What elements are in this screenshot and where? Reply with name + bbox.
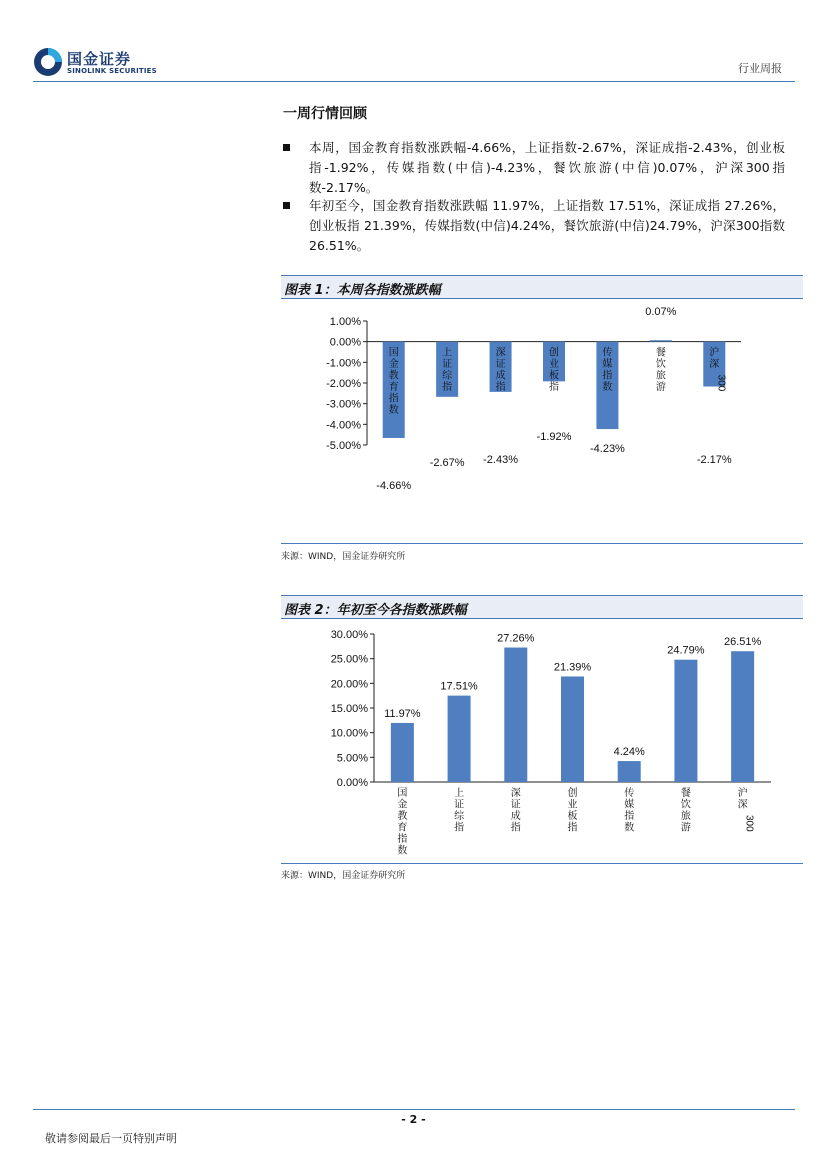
footer-rule [33, 1109, 795, 1110]
x-category-char: 沪 [737, 788, 748, 799]
x-category-char: 游 [655, 382, 666, 394]
x-category-label [738, 786, 755, 832]
logo-text-en: SINOLINK SECURITIES [67, 67, 157, 75]
x-category-char: 上 [442, 347, 453, 359]
x-category-char: 指 [388, 393, 399, 405]
bullet-square-icon [283, 144, 290, 151]
x-category-char: 数 [388, 405, 399, 417]
y-tick-label: 0.00% [329, 336, 361, 349]
figure1-title-bar [281, 275, 803, 299]
x-category-label [602, 346, 612, 394]
y-tick-label: -2.00% [326, 378, 361, 390]
bullet-square-icon [283, 202, 290, 209]
x-category-label [624, 786, 634, 834]
x-category-char: 上 [454, 788, 465, 799]
x-category-char: 传 [602, 347, 613, 359]
data-label: 27.26% [497, 632, 535, 645]
x-category-char: 指 [567, 822, 578, 834]
data-label: 17.51% [440, 680, 478, 693]
data-label: -4.23% [589, 443, 625, 455]
x-category-label [496, 347, 506, 394]
figure2-source: 来源：WIND，国金证券研究所 [281, 871, 406, 881]
x-category-char: 教 [388, 370, 399, 382]
bullet-text: 本周，国金教育指数涨跌幅-4.66%，上证指数-2.67%，深证成指-2.43%，创业板指-1.92%，传媒指数(中信)-4.23%，餐饮旅游(中信)0.07%，沪深300指数-2.17%。 [309, 140, 785, 195]
section-title: 一周行情回顾 [283, 106, 367, 122]
x-category-char: 饮 [655, 359, 666, 371]
logo-icon [33, 47, 63, 77]
x-category-char: 育 [388, 382, 399, 394]
bar [731, 651, 754, 782]
y-tick-label: 1.00% [329, 316, 361, 328]
x-category-char: 教 [397, 811, 408, 822]
x-category-char: 数 [397, 845, 408, 857]
x-category-char: 旅 [655, 370, 666, 382]
x-category-char: 板 [549, 370, 559, 382]
x-category-char: 沪 [709, 347, 720, 359]
x-category-char: 传 [624, 788, 635, 799]
bullet-weekly [283, 138, 785, 198]
page-number: - 2 - [401, 1113, 426, 1126]
y-tick-label: -1.00% [326, 357, 361, 370]
data-label: 0.07% [645, 306, 677, 318]
y-tick-label: 30.00% [330, 629, 368, 641]
figure2-title-bar [281, 595, 803, 619]
header-rule [33, 81, 795, 82]
x-category-char: 国 [397, 788, 408, 799]
x-category-char: 指 [549, 382, 559, 394]
x-category-char: 指 [495, 382, 506, 394]
x-category-char: 数 [602, 382, 613, 394]
y-tick-label: -3.00% [326, 398, 361, 411]
x-category-label [442, 346, 453, 394]
bar [618, 761, 641, 782]
data-label: -2.17% [696, 454, 732, 466]
x-category-char: 金 [388, 359, 399, 371]
x-category-char: 创 [567, 788, 578, 799]
x-category-char: 指 [510, 822, 521, 834]
x-category-label [681, 786, 691, 834]
x-category-label [549, 346, 559, 394]
x-category-char: 成 [510, 811, 521, 822]
x-category-char: 深 [737, 799, 748, 811]
bar [448, 696, 471, 782]
disclaimer-note: 敬请参阅最后一页特别声明 [45, 1132, 177, 1145]
x-category-label [389, 347, 399, 417]
x-category-char: 指 [442, 382, 453, 394]
x-category-label [454, 786, 465, 834]
figure1-title: 图表 1：本周各指数涨跌幅 [284, 283, 441, 298]
x-category-char: 成 [495, 370, 506, 382]
data-label: 4.24% [613, 746, 645, 759]
logo-text-cn: 国金证券 [67, 50, 132, 68]
data-label: 11.97% [384, 707, 421, 720]
figure1-source: 来源：WIND，国金证券研究所 [281, 552, 406, 562]
x-category-char: 餐 [680, 788, 691, 799]
x-category-char: 指 [454, 822, 465, 834]
y-tick-label: 15.00% [330, 703, 368, 715]
data-label: -1.92% [536, 431, 572, 443]
data-label: 21.39% [553, 661, 592, 674]
x-category-char: 深 [709, 359, 720, 371]
x-category-char: 指 [624, 811, 635, 822]
x-category-char: 国 [388, 347, 399, 359]
x-category-char: 创 [549, 347, 559, 359]
x-category-label [656, 346, 666, 394]
y-tick-label: 20.00% [330, 678, 368, 691]
x-category-char: 证 [510, 799, 521, 811]
x-category-char: 300 [743, 815, 755, 832]
data-label: -2.67% [429, 457, 465, 469]
x-category-label [568, 786, 578, 834]
figure2-bottom-rule [281, 863, 803, 864]
figure1-bottom-rule [281, 543, 803, 544]
bar [674, 660, 697, 782]
x-category-char: 板 [567, 811, 578, 822]
figure2-title: 图表 2：年初至今各指数涨跌幅 [284, 603, 467, 618]
x-category-char: 综 [454, 811, 465, 822]
figure2-chart [281, 618, 803, 864]
x-category-char: 旅 [680, 811, 691, 822]
x-category-char: 综 [442, 370, 453, 382]
data-label: 26.51% [723, 636, 762, 649]
x-category-char: 业 [567, 799, 578, 811]
y-tick-label: 25.00% [330, 653, 368, 666]
x-category-char: 育 [397, 822, 408, 834]
x-category-label [511, 787, 521, 834]
x-category-char: 数 [624, 822, 635, 834]
x-category-char: 媒 [624, 799, 635, 811]
x-category-char: 业 [549, 359, 559, 371]
bar [650, 340, 672, 341]
y-tick-label: 10.00% [330, 727, 368, 740]
x-category-char: 饮 [680, 799, 691, 811]
bar [391, 723, 414, 782]
bar [561, 676, 584, 782]
bullet-text: 年初至今，国金教育指数涨跌幅 11.97%，上证指数 17.51%，深证成指 27.26%，创业板指 21.39%，传媒指数(中信)4.24%，餐饮旅游(中信)24.79%，沪深300指数26.51%。 [309, 198, 785, 253]
x-category-char: 指 [602, 370, 613, 382]
x-category-char: 深 [510, 788, 521, 799]
x-category-char: 游 [680, 822, 691, 834]
data-label: -4.66% [376, 480, 412, 492]
bar [504, 648, 527, 782]
x-category-char: 金 [397, 799, 408, 811]
data-label: -2.43% [483, 454, 519, 466]
x-category-char: 证 [442, 359, 453, 371]
x-category-char: 证 [454, 799, 465, 811]
bullet-ytd [283, 196, 785, 256]
y-tick-label: -4.00% [326, 419, 361, 432]
doc-type-label: 行业周报 [738, 62, 782, 75]
x-category-label [397, 787, 407, 857]
y-tick-label: 0.00% [336, 777, 368, 789]
figure1-chart [281, 298, 803, 544]
x-category-char: 300 [715, 374, 727, 392]
data-label: 24.79% [667, 644, 705, 657]
x-category-char: 深 [495, 347, 506, 359]
x-category-char: 证 [495, 359, 506, 371]
x-category-char: 餐 [655, 347, 666, 359]
y-tick-label: -5.00% [326, 440, 361, 452]
y-tick-label: 5.00% [336, 752, 368, 765]
x-category-char: 指 [397, 834, 408, 845]
x-category-char: 媒 [602, 359, 613, 371]
